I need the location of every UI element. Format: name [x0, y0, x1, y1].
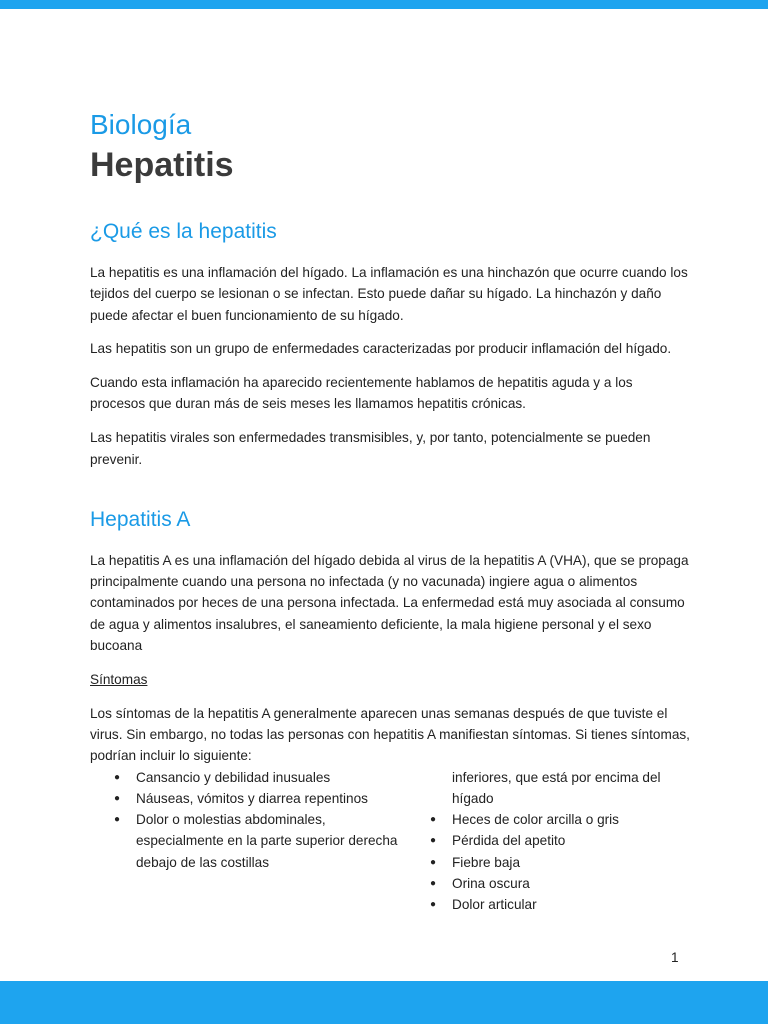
- list-item: ● Heces de color arcilla o gris: [406, 809, 690, 830]
- list-item: ● Náuseas, vómitos y diarrea repentinos: [90, 788, 406, 809]
- list-item: ● Cansancio y debilidad inusuales: [90, 767, 406, 788]
- list-item-continuation: inferiores, que está por encima del hígado: [452, 769, 661, 806]
- paragraph-hepatitis-a: La hepatitis A es una inflamación del hígado debida al virus de la hepatitis A (VHA), que se propaga principalmente cuando una persona no infectada (y no vacunada) ingiere agua o alimentos contaminados por heces de una persona infectada. La enfermedad está muy asociada al consumo de agua y alimentos insalubres, el saneamiento deficiente, la mala higiene personal y el sexo bucoana: [90, 552, 689, 654]
- section-heading-que-es: ¿Qué es la hepatitis: [90, 220, 277, 243]
- top-accent-bar: [0, 0, 768, 9]
- document-body: [90, 108, 690, 916]
- paragraph-3: Cuando esta inflamación ha aparecido recientemente hablamos de hepatitis aguda y a los procesos que duran más de seis meses les llamamos hepatitis crónicas.: [90, 375, 633, 412]
- subject-label: Biología: [90, 109, 192, 140]
- list-item: ● Orina oscura: [406, 873, 690, 894]
- page-title: Hepatitis: [90, 146, 234, 184]
- paragraph-4: Las hepatitis virales son enfermedades transmisibles, y, por tanto, potencialmente se pueden prevenir.: [90, 430, 651, 467]
- symptoms-columns: [90, 767, 690, 916]
- page-number: 1: [671, 950, 679, 965]
- list-item: ● Pérdida del apetito: [406, 830, 690, 851]
- section-heading-hepatitis-a: Hepatitis A: [90, 507, 191, 531]
- symptoms-intro: Los síntomas de la hepatitis A generalmente aparecen unas semanas después de que tuviste el virus. Sin embargo, no todas las personas con hepatitis A manifiestan síntomas. Si tienes síntomas, podrían incluir lo siguiente:: [90, 705, 690, 764]
- list-item: ● Dolor articular: [406, 894, 690, 915]
- bottom-accent-bar: [0, 981, 768, 1024]
- paragraph-2: Las hepatitis son un grupo de enfermedades caracterizadas por producir inflamación del hígado.: [90, 341, 672, 357]
- paragraph-1: La hepatitis es una inflamación del hígado. La inflamación es una hinchazón que ocurre cuando los tejidos del cuerpo se lesionan o se infectan. Esto puede dañar su hígado. La hinchazón y daño puede afectar el buen funcionamiento de su hígado.: [90, 265, 688, 323]
- symptoms-heading-text: Síntomas: [90, 671, 148, 687]
- list-item: ● Dolor o molestias abdominales, especialmente en la parte superior derecha debajo de las costillas: [90, 809, 406, 873]
- list-item: ● Fiebre baja: [406, 852, 690, 873]
- symptoms-heading: [90, 669, 690, 690]
- symptoms-column-right: [406, 767, 690, 916]
- symptoms-column-left: [90, 767, 406, 916]
